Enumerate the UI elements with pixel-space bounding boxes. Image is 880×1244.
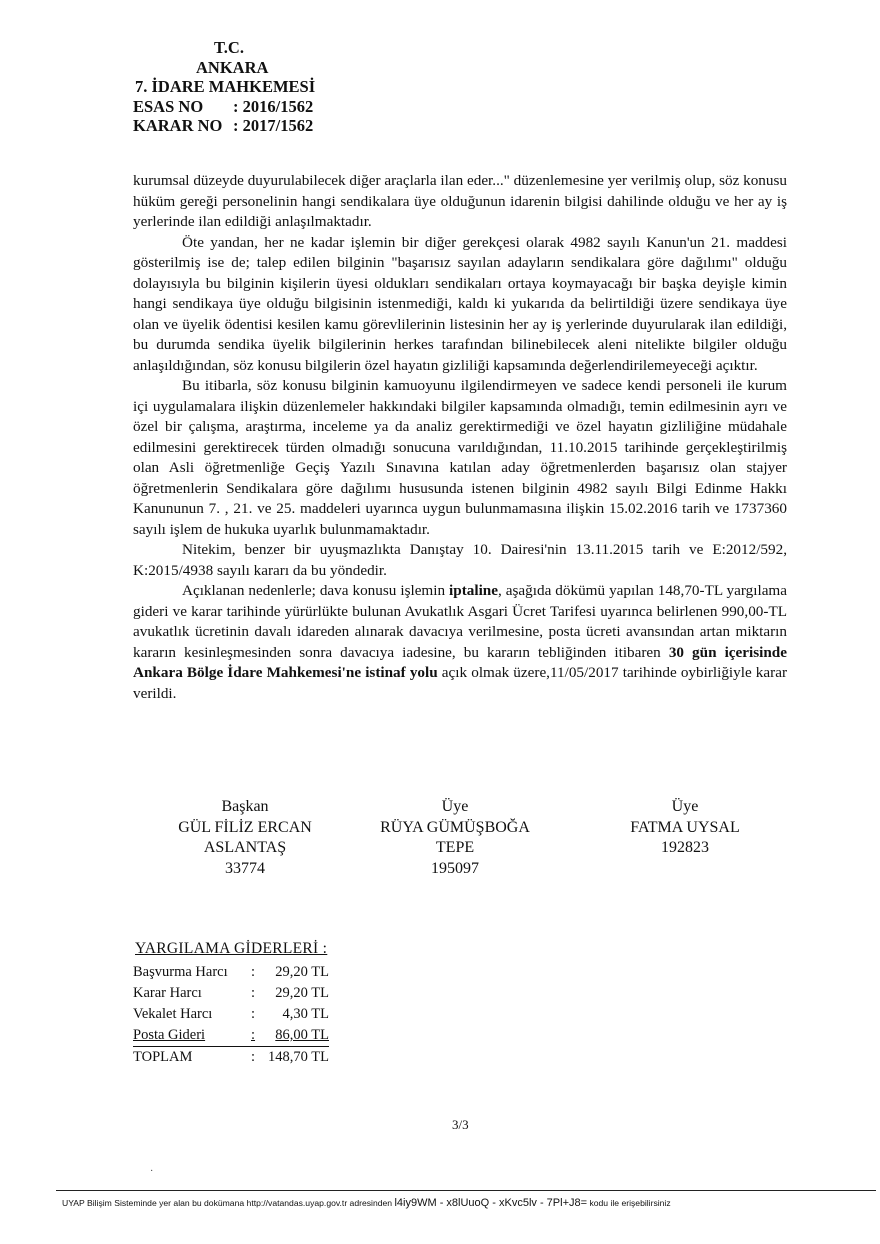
cost-label: Karar Harcı: [133, 985, 202, 1001]
cost-amount: 29,20 TL: [275, 985, 329, 1001]
footer-text: UYAP Bilişim Sisteminde yer alan bu dokümana http://vatandas.uyap.gov.tr adresinden: [62, 1198, 393, 1208]
signature-role: Üye: [441, 798, 469, 815]
signature-name: FATMA UYSAL: [630, 818, 740, 836]
cost-label: Vekalet Harcı: [133, 1006, 213, 1022]
paragraph-3: Bu itibarla, söz konusu bilginin kamuoyunu ilgilendirmeyen ve sadece kendi personeli ile kurum içi uygulamalara ilişkin düzenlemeler hakkındaki bilgiler kapsamında olmadığı, temin edilmesinin ayrı ve özel bir çalışma, araştırma, inceleme ya da analiz gerektirmediği ve özel hayatın gizliliğine müdahale edilmesini gerektirecek türden olmadığı sonucuna varıldığından, 11.10.2015 tarihinde gerçekleştirilmiş olan Asli öğretmenliğe Geçiş Yazılı Sınavına katılan aday öğretmenlerden başarısız olan stajyer öğretmenlerin Sendikalara göre dağılımı hususunda istenen bilginin 4982 sayılı Bilgi Edinme Hakkı Kanununun 7. , 21. ve 25. maddeleri uyarınca uygun bulunmamasına ilişkin 15.02.2016 tarih ve 1737360 sayılı işlem de hukuka uyarlık bulunmamaktadır.: [133, 377, 787, 538]
total-amount: 148,70 TL: [268, 1049, 329, 1065]
signature-role: Başkan: [221, 798, 269, 815]
esas-value: : 2016/1562: [233, 96, 314, 116]
karar-value: : 2017/1562: [233, 116, 314, 135]
p5-part-d: 30 gün içerisinde Ankara Bölge İdare Mahkemesi'ne istinaf yolu: [133, 643, 787, 681]
cost-label: Posta Gideri: [133, 1025, 251, 1047]
p5-part-a: Açıklanan nedenlerle; dava konusu işlemin: [182, 582, 450, 599]
cost-amount: 4,30 TL: [282, 1006, 329, 1022]
table-row: [133, 1025, 329, 1047]
footer-access-code: l4iy9WM - x8lUuoQ - xKvc5lv - 7Pl+J8=: [394, 1197, 588, 1209]
cost-colon: :: [251, 985, 256, 1001]
cost-amount: 86,00 TL: [265, 1025, 329, 1047]
cost-colon: :: [251, 1006, 256, 1022]
page-number: 3/3: [452, 1117, 469, 1132]
table-row: [133, 962, 329, 983]
p5-part-e: açık olmak üzere,11/05/2017 tarihinde oybirliğiyle karar verildi.: [133, 664, 787, 702]
paragraph-4: Nitekim, benzer bir uyuşmazlıkta Danıştay 10. Dairesi'nin 13.11.2015 tarih ve E:2012/592, K:2015/4938 sayılı kararı da bu yöndedir.: [133, 541, 787, 579]
footer-divider: [56, 1190, 876, 1191]
header-court: 7. İDARE MAHKEMESİ: [135, 77, 316, 96]
karar-row: [133, 116, 315, 136]
signature-role: Üye: [671, 798, 699, 815]
signature-president: [160, 797, 330, 879]
cost-label: Başvurma Harcı: [133, 964, 228, 980]
paragraph-5: [133, 581, 787, 704]
decision-body: [133, 171, 787, 704]
table-row: [133, 1004, 329, 1025]
costs-section: [133, 940, 329, 1068]
signature-id: 33774: [225, 859, 265, 877]
header-tc: T.C.: [214, 38, 244, 57]
cost-amount: 29,20 TL: [275, 964, 329, 980]
karar-label: KARAR NO: [133, 116, 223, 135]
signature-surname: TEPE: [435, 839, 475, 856]
paragraph-2: Öte yandan, her ne kadar işlemin bir diğer gerekçesi olarak 4982 sayılı Kanun'un 21. maddesi gösterilmiş ise de; talep edilen bilginin "başarısız sayılan adayların sendikalara göre dağılımı" olduğu dolayısıyla bu bilginin kişilerin üyesi oldukları sendikaları ortaya koymayacağı bir başka deyişle kimin hangi sendikaya üye olduğu bilgisinin istenmediği, kaldı ki yukarıda da belirtildiği üzere sendikaya üye olan ve üyelik ödentisi kesilen kamu görevlilerinin listesinin her ay iş yerlerinde duyurularak ilan edildiği, bu durumda sendika üyelik bilgilerinin herkes tarafından bilinebilecek aleni nitelikte bilgiler olduğu anlaşıldığından, söz konusu bilgilerin özel hayatın gizliliği kapsamında değerlendirilemeyeceği açıktır.: [133, 233, 787, 374]
signature-id: 195097: [431, 859, 479, 877]
cost-colon: :: [251, 1025, 265, 1047]
signature-name: GÜL FİLİZ ERCAN: [178, 818, 312, 836]
paragraph-1: kurumsal düzeyde duyurulabilecek diğer araçlarla ilan eder..." düzenlemesine yer verilmiş olup, söz konusu hüküm gereği personelinin hangi sendikalara üye olduğunun idarenin bilgisi dahilinde olduğu ve her ay iş yerlerinde ilan edildiği anlaşılmaktadır.: [133, 172, 787, 230]
table-row: [133, 983, 329, 1004]
total-label: TOPLAM: [133, 1049, 193, 1065]
signature-id: 192823: [661, 839, 709, 856]
total-colon: :: [251, 1049, 256, 1065]
p5-part-b: iptaline: [449, 582, 498, 599]
esas-row: [133, 97, 315, 117]
total-row: [133, 1047, 329, 1069]
document-header: [133, 38, 315, 136]
costs-title: YARGILAMA GİDERLERİ :: [135, 940, 328, 957]
p5-part-c: , aşağıda dökümü yapılan 148,70-TL yargılama gideri ve karar tarihinde yürürlükte bulunan Avukatlık Asgari Ücret Tarifesi uyarınca belirlenen 990,00-TL avukatlık ücretinin davalı idareden alınarak davacıya verilmesine, posta ücreti avansından artan miktarın kararın kesinleşmesinden sonra davacıya iadesine, bu kararın tebliğinden itibaren: [133, 582, 787, 661]
stray-mark: ·: [150, 1166, 154, 1177]
signature-member-1: [370, 797, 540, 879]
footer-suffix: kodu ile erişebilirsiniz: [589, 1198, 671, 1208]
cost-colon: :: [251, 964, 256, 980]
signature-name: RÜYA GÜMÜŞBOĞA: [380, 818, 530, 836]
esas-label: ESAS NO: [133, 96, 204, 116]
header-city: ANKARA: [196, 57, 269, 77]
signature-member-2: [600, 797, 770, 859]
signature-surname: ASLANTAŞ: [203, 839, 287, 856]
costs-table: [133, 962, 329, 1068]
footer: [62, 1197, 877, 1209]
